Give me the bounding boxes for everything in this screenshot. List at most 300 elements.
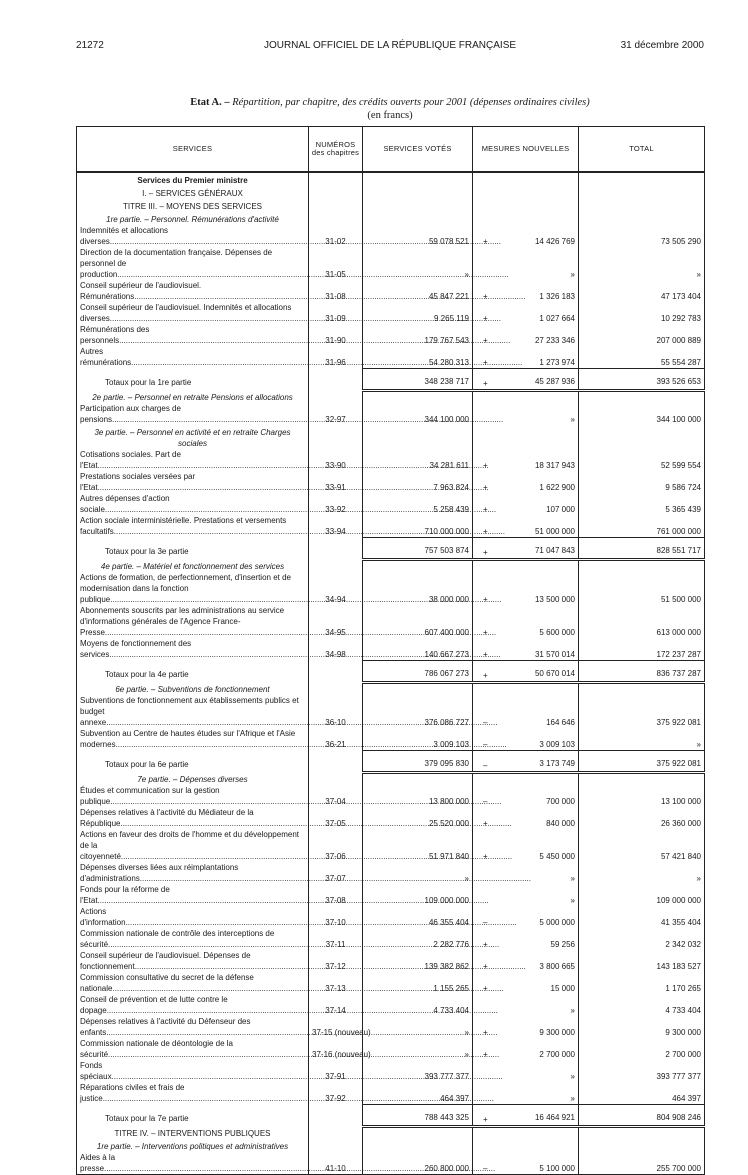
chapter-number: 37-16 (nouveau) <box>309 1038 363 1060</box>
service-label <box>77 302 309 324</box>
table-row <box>77 247 705 280</box>
chapter-number: 31-09 <box>309 302 363 324</box>
mesures-nouvelles-cell <box>473 884 579 906</box>
services-votes-value: 757 503 874 <box>363 537 473 559</box>
total-value: 13 100 000 <box>579 785 705 807</box>
mesures-sign: + <box>483 547 488 557</box>
section-heading-row <box>77 390 705 403</box>
mesures-sign: + <box>483 526 488 536</box>
mesures-nouvelles-cell <box>473 225 579 247</box>
chapter-number <box>309 660 363 682</box>
empty-cell <box>309 390 363 403</box>
subtotal-label: Totaux pour la 3e partie <box>77 537 309 559</box>
mesures-nouvelles-cell <box>473 1060 579 1082</box>
col-votes: SERVICES VOTÉS <box>363 127 473 173</box>
chapter-number <box>309 1104 363 1126</box>
chapter-number: 31-90 <box>309 324 363 346</box>
mesures-nouvelles-cell <box>473 403 579 425</box>
mesures-nouvelles-cell <box>473 862 579 884</box>
service-label <box>77 884 309 906</box>
table-row <box>77 1082 705 1104</box>
total-value: 207 000 889 <box>579 324 705 346</box>
empty-cell <box>579 212 705 225</box>
service-label-text: Conseil de prévention et de lutte contre le dopage ..... <box>80 994 305 1016</box>
services-votes-value: 140 667 273 <box>363 638 473 660</box>
service-label <box>77 493 309 515</box>
total-value: » <box>579 247 705 280</box>
services-votes-value: 379 095 830 <box>363 750 473 772</box>
service-label <box>77 324 309 346</box>
mesures-nouvelles-cell <box>473 515 579 537</box>
page-number: 21272 <box>76 40 104 51</box>
mesures-value: 27 233 346 <box>534 336 575 345</box>
service-label-text: Dépenses relatives à l'activité du Défenseur des enfants ..... <box>80 1016 305 1038</box>
mesures-nouvelles-cell <box>473 346 579 368</box>
etat-label: Etat A. – <box>190 97 230 108</box>
empty-cell <box>309 186 363 199</box>
budget-table <box>76 126 705 1175</box>
mesures-sign: + <box>483 962 488 971</box>
service-label-text: Actions de formation, de perfectionnement, d'insertion et de modernisation dans la fonction publique ..... <box>80 572 305 605</box>
table-row <box>77 302 705 324</box>
mesures-value: 3 173 749 <box>539 758 575 768</box>
empty-cell <box>473 772 579 785</box>
table-row <box>77 346 705 368</box>
chapter-number: 37-10 <box>309 906 363 928</box>
mesures-nouvelles-cell <box>473 750 579 772</box>
mesures-nouvelles-cell <box>473 695 579 728</box>
table-row <box>77 695 705 728</box>
total-value: 4 733 404 <box>579 994 705 1016</box>
table-row <box>77 403 705 425</box>
empty-cell <box>363 559 473 572</box>
service-label <box>77 449 309 471</box>
table-row <box>77 950 705 972</box>
service-label-text: Commission consultative du secret de la défense nationale ..... <box>80 972 305 994</box>
total-value: 613 000 000 <box>579 605 705 638</box>
section-heading: 1re partie. – Personnel. Rémunérations d'activité <box>77 212 309 225</box>
total-value: 55 554 287 <box>579 346 705 368</box>
mesures-value: 71 047 843 <box>534 545 575 555</box>
total-value: 172 237 287 <box>579 638 705 660</box>
empty-cell <box>473 199 579 212</box>
empty-cell <box>363 425 473 449</box>
service-label <box>77 280 309 302</box>
mesures-sign: + <box>483 357 488 367</box>
total-value: 2 700 000 <box>579 1038 705 1060</box>
mesures-value: 2 700 000 <box>539 1050 575 1059</box>
empty-cell <box>473 172 579 186</box>
mesures-sign: + <box>483 628 488 637</box>
table-row <box>77 728 705 750</box>
service-label-text: Conseil supérieur de l'audiovisuel. Indemnités et allocations diverses ..... <box>80 302 305 324</box>
services-votes-value: 45 847 221 <box>363 280 473 302</box>
service-label-text: Dépenses relatives à l'activité du Médiateur de la République ..... <box>80 807 305 829</box>
service-label-text: Prestations sociales versées par l'Etat ..... <box>80 471 305 493</box>
mesures-nouvelles-cell <box>473 302 579 324</box>
table-row <box>77 449 705 471</box>
service-label-text: Fonds spéciaux ..... <box>80 1060 305 1082</box>
services-votes-value: 788 443 325 <box>363 1104 473 1126</box>
table-body <box>77 172 705 1175</box>
service-label <box>77 403 309 425</box>
service-label <box>77 638 309 660</box>
service-label-text: Cotisations sociales. Part de l'Etat ..... <box>80 449 305 471</box>
mesures-nouvelles-cell <box>473 605 579 638</box>
services-votes-value: 9 265 119 <box>363 302 473 324</box>
mesures-value: 31 570 014 <box>534 649 575 659</box>
mesures-nouvelles-cell <box>473 638 579 660</box>
col-mesures: MESURES NOUVELLES <box>473 127 579 173</box>
total-value: 393 526 653 <box>579 368 705 390</box>
mesures-nouvelles-cell <box>473 994 579 1016</box>
service-label <box>77 906 309 928</box>
services-votes-value: 13 800 000 <box>363 785 473 807</box>
empty-cell <box>309 772 363 785</box>
services-votes-value: 4 733 404 <box>363 994 473 1016</box>
mesures-nouvelles-cell <box>473 1152 579 1175</box>
service-label-text: Actions d'information ..... <box>80 906 305 928</box>
section-heading-row <box>77 772 705 785</box>
mesures-value: 18 317 943 <box>534 461 575 470</box>
col-total: TOTAL <box>579 127 705 173</box>
mesures-sign: + <box>483 378 488 388</box>
mesures-sign: + <box>483 292 488 301</box>
chapter-number: 37-14 <box>309 994 363 1016</box>
chapter-number <box>309 537 363 559</box>
total-value: 375 922 081 <box>579 695 705 728</box>
table-row <box>77 785 705 807</box>
total-value: 1 170 265 <box>579 972 705 994</box>
mesures-sign: – <box>483 718 488 727</box>
service-label-text: Subventions de fonctionnement aux établissements publics et budget annexe ..... <box>80 695 305 728</box>
chapter-number: 34-98 <box>309 638 363 660</box>
mesures-value: » <box>570 415 575 424</box>
service-label <box>77 572 309 605</box>
chapter-number: 37-06 <box>309 829 363 862</box>
service-label <box>77 972 309 994</box>
empty-cell <box>363 199 473 212</box>
mesures-sign: + <box>483 336 488 345</box>
services-votes-value: 139 382 862 <box>363 950 473 972</box>
service-label <box>77 1038 309 1060</box>
empty-cell <box>579 1126 705 1139</box>
mesures-value: 14 426 769 <box>534 237 575 246</box>
service-label <box>77 728 309 750</box>
total-value: 143 183 527 <box>579 950 705 972</box>
journal-title: JOURNAL OFFICIEL DE LA RÉPUBLIQUE FRANÇAISE <box>263 40 517 51</box>
chapter-number: 37-08 <box>309 884 363 906</box>
mesures-value: » <box>570 1093 575 1103</box>
services-votes-value: » <box>363 862 473 884</box>
mesures-nouvelles-cell <box>473 572 579 605</box>
services-votes-value: 3 009 103 <box>363 728 473 750</box>
chapter-number: 36-21 <box>309 728 363 750</box>
total-value: 41 355 404 <box>579 906 705 928</box>
services-votes-value: 607 400 000 <box>363 605 473 638</box>
chapter-number: 33-92 <box>309 493 363 515</box>
services-votes-value: 260 800 000 <box>363 1152 473 1175</box>
section-heading: 1re partie. – Interventions politiques et administratives <box>77 1139 309 1152</box>
service-label-text: Participation aux charges de pensions ..... <box>80 403 305 425</box>
section-heading-row <box>77 1126 705 1139</box>
total-value: 10 292 783 <box>579 302 705 324</box>
mesures-value: 50 670 014 <box>534 668 575 678</box>
service-label <box>77 247 309 280</box>
subtotal-label: Totaux pour la 6e partie <box>77 750 309 772</box>
service-label-text: Études et communication sur la gestion publique ..... <box>80 785 305 807</box>
empty-cell <box>309 212 363 225</box>
service-label-text: Abonnements souscrits par les administrations au service d'informations générales de l'Agence France-Presse ..... <box>80 605 305 638</box>
table-row <box>77 324 705 346</box>
mesures-nouvelles-cell <box>473 449 579 471</box>
section-heading-row <box>77 559 705 572</box>
total-value: 255 700 000 <box>579 1152 705 1175</box>
services-votes-value: 5 258 439 <box>363 493 473 515</box>
chapter-number: 37-91 <box>309 1060 363 1082</box>
empty-cell <box>473 1139 579 1152</box>
mesures-sign: – <box>483 760 488 770</box>
services-votes-value: 25 520 000 <box>363 807 473 829</box>
empty-cell <box>363 772 473 785</box>
empty-cell <box>309 1126 363 1139</box>
service-label-text: Actions en faveur des droits de l'homme et du développement de la citoyenneté ..... <box>80 829 305 862</box>
service-label <box>77 950 309 972</box>
service-label <box>77 515 309 537</box>
mesures-value: 5 100 000 <box>539 1164 575 1173</box>
empty-cell <box>309 682 363 695</box>
table-title <box>76 96 704 122</box>
total-value: 52 599 554 <box>579 449 705 471</box>
services-votes-value: 786 067 273 <box>363 660 473 682</box>
service-label-text: Aides à la presse ..... <box>80 1152 305 1174</box>
services-votes-value: 464 397 <box>363 1082 473 1104</box>
service-label-text: Conseil supérieur de l'audiovisuel. Dépenses de fonctionnement ..... <box>80 950 305 972</box>
mesures-nouvelles-cell <box>473 1016 579 1038</box>
empty-cell <box>309 559 363 572</box>
mesures-value: 51 000 000 <box>534 526 575 536</box>
service-label <box>77 225 309 247</box>
chapter-number: 31-96 <box>309 346 363 368</box>
empty-cell <box>579 425 705 449</box>
total-value: 344 100 000 <box>579 403 705 425</box>
empty-cell <box>579 1139 705 1152</box>
subtotal-label: Totaux pour la 7e partie <box>77 1104 309 1126</box>
chapter-number: 37-05 <box>309 807 363 829</box>
total-value: 375 922 081 <box>579 750 705 772</box>
mesures-sign: + <box>483 237 488 246</box>
services-votes-value: 51 971 840 <box>363 829 473 862</box>
mesures-sign: + <box>483 483 488 492</box>
service-label-text: Moyens de fonctionnement des services ..... <box>80 638 305 660</box>
table-row <box>77 1152 705 1175</box>
empty-cell <box>473 212 579 225</box>
table-row <box>77 605 705 638</box>
empty-cell <box>363 390 473 403</box>
chapter-number: 37-13 <box>309 972 363 994</box>
table-row <box>77 515 705 537</box>
table-row <box>77 829 705 862</box>
section-heading-row <box>77 199 705 212</box>
mesures-nouvelles-cell <box>473 324 579 346</box>
chapter-number: 37-15 (nouveau) <box>309 1016 363 1038</box>
services-votes-value: 179 767 543 <box>363 324 473 346</box>
services-votes-value: » <box>363 1016 473 1038</box>
mesures-value: 9 300 000 <box>539 1028 575 1037</box>
empty-cell <box>363 172 473 186</box>
mesures-sign: + <box>483 670 488 680</box>
total-value: 804 908 246 <box>579 1104 705 1126</box>
mesures-value: 5 000 000 <box>539 918 575 927</box>
empty-cell <box>309 1139 363 1152</box>
chapter-number: 37-04 <box>309 785 363 807</box>
table-header <box>77 127 705 173</box>
service-label-text: Rémunérations des personnels ..... <box>80 324 305 346</box>
chapter-number: 37-11 <box>309 928 363 950</box>
total-value: » <box>579 862 705 884</box>
chapter-number: 32-97 <box>309 403 363 425</box>
service-label <box>77 1060 309 1082</box>
section-heading: TITRE IV. – INTERVENTIONS PUBLIQUES <box>77 1126 309 1139</box>
subtotal-row <box>77 660 705 682</box>
title-text: Répartition, par chapitre, des crédits ouverts pour 2001 (dépenses ordinaires civiles) <box>232 97 590 108</box>
chapter-number: 34-95 <box>309 605 363 638</box>
total-value: 828 551 717 <box>579 537 705 559</box>
section-heading-row <box>77 186 705 199</box>
mesures-nouvelles-cell <box>473 928 579 950</box>
title-unit: (en francs) <box>367 110 413 121</box>
empty-cell <box>579 772 705 785</box>
subtotal-label: Totaux pour la 1re partie <box>77 368 309 390</box>
mesures-sign: + <box>483 819 488 828</box>
services-votes-value: » <box>363 1038 473 1060</box>
chapter-number: 37-92 <box>309 1082 363 1104</box>
mesures-sign: + <box>483 1050 488 1059</box>
table-row <box>77 994 705 1016</box>
mesures-nouvelles-cell <box>473 950 579 972</box>
mesures-value: 1 027 664 <box>539 314 575 323</box>
mesures-value: » <box>570 1006 575 1015</box>
section-heading: TITRE III. – MOYENS DES SERVICES <box>77 199 309 212</box>
mesures-value: 45 287 936 <box>534 376 575 386</box>
title-line <box>76 96 704 109</box>
mesures-value: » <box>570 874 575 883</box>
services-votes-value: 54 280 313 <box>363 346 473 368</box>
mesures-sign: + <box>483 314 488 323</box>
chapter-number: 41-10 <box>309 1152 363 1175</box>
subtotal-row <box>77 750 705 772</box>
subtotal-label: Totaux pour la 4e partie <box>77 660 309 682</box>
empty-cell <box>579 390 705 403</box>
chapter-number: 31-02 <box>309 225 363 247</box>
mesures-nouvelles-cell <box>473 537 579 559</box>
services-votes-value: 393 777 377 <box>363 1060 473 1082</box>
mesures-nouvelles-cell <box>473 1038 579 1060</box>
empty-cell <box>363 212 473 225</box>
table-row <box>77 862 705 884</box>
total-value: 9 300 000 <box>579 1016 705 1038</box>
services-votes-value: 376 086 727 <box>363 695 473 728</box>
service-label <box>77 785 309 807</box>
total-value: 47 173 404 <box>579 280 705 302</box>
total-value: 51 500 000 <box>579 572 705 605</box>
mesures-value: » <box>570 270 575 279</box>
empty-cell <box>473 559 579 572</box>
services-votes-value: 348 238 717 <box>363 368 473 390</box>
empty-cell <box>579 172 705 186</box>
subtotal-row <box>77 537 705 559</box>
mesures-value: » <box>570 1072 575 1081</box>
service-label-text: Réparations civiles et frais de justice ..... <box>80 1082 305 1104</box>
section-heading-row <box>77 425 705 449</box>
service-label-text: Subvention au Centre de hautes études sur l'Afrique et l'Asie modernes ..... <box>80 728 305 750</box>
service-label-text: Conseil supérieur de l'audiovisuel. Rémunérations ..... <box>80 280 305 302</box>
mesures-value: 1 326 183 <box>539 292 575 301</box>
section-heading-row <box>77 212 705 225</box>
table-row <box>77 572 705 605</box>
mesures-value: 107 000 <box>546 505 575 514</box>
services-votes-value: 34 281 611 <box>363 449 473 471</box>
mesures-sign: + <box>483 505 488 514</box>
table-row <box>77 1016 705 1038</box>
total-value: 109 000 000 <box>579 884 705 906</box>
table-row <box>77 972 705 994</box>
table-row <box>77 471 705 493</box>
page-header <box>76 40 704 54</box>
services-votes-value: 7 963 824 <box>363 471 473 493</box>
chapter-number: 37-12 <box>309 950 363 972</box>
services-votes-value: 38 000 000 <box>363 572 473 605</box>
mesures-sign: + <box>483 1114 488 1124</box>
total-value: 9 586 724 <box>579 471 705 493</box>
services-votes-value: 2 282 776 <box>363 928 473 950</box>
table-row <box>77 280 705 302</box>
mesures-sign: – <box>483 739 488 749</box>
empty-cell <box>309 199 363 212</box>
total-value: 464 397 <box>579 1082 705 1104</box>
section-heading: 4e partie. – Matériel et fonctionnement des services <box>77 559 309 572</box>
mesures-nouvelles-cell <box>473 471 579 493</box>
empty-cell <box>363 682 473 695</box>
total-value: 393 777 377 <box>579 1060 705 1082</box>
section-heading: I. – SERVICES GÉNÉRAUX <box>77 186 309 199</box>
total-value: 836 737 287 <box>579 660 705 682</box>
empty-cell <box>363 1139 473 1152</box>
mesures-sign: + <box>483 940 488 949</box>
mesures-nouvelles-cell <box>473 247 579 280</box>
empty-cell <box>473 425 579 449</box>
empty-cell <box>579 559 705 572</box>
services-votes-value: 46 355 404 <box>363 906 473 928</box>
mesures-value: 1 622 900 <box>539 483 575 492</box>
empty-cell <box>579 199 705 212</box>
chapter-number: 31-05 <box>309 247 363 280</box>
total-value: 26 360 000 <box>579 807 705 829</box>
section-heading: 2e partie. – Personnel en retraite Pensions et allocations <box>77 390 309 403</box>
total-value: 2 342 032 <box>579 928 705 950</box>
mesures-nouvelles-cell <box>473 1082 579 1104</box>
service-label-text: Autres rémunérations ..... <box>80 346 305 368</box>
mesures-value: 5 600 000 <box>539 628 575 637</box>
mesures-nouvelles-cell <box>473 728 579 750</box>
total-value: » <box>579 728 705 750</box>
table-row <box>77 638 705 660</box>
empty-cell <box>473 1126 579 1139</box>
service-label <box>77 994 309 1016</box>
mesures-value: 16 464 921 <box>534 1112 575 1122</box>
empty-cell <box>363 1126 473 1139</box>
service-label-text: Autres dépenses d'action sociale ..... <box>80 493 305 515</box>
